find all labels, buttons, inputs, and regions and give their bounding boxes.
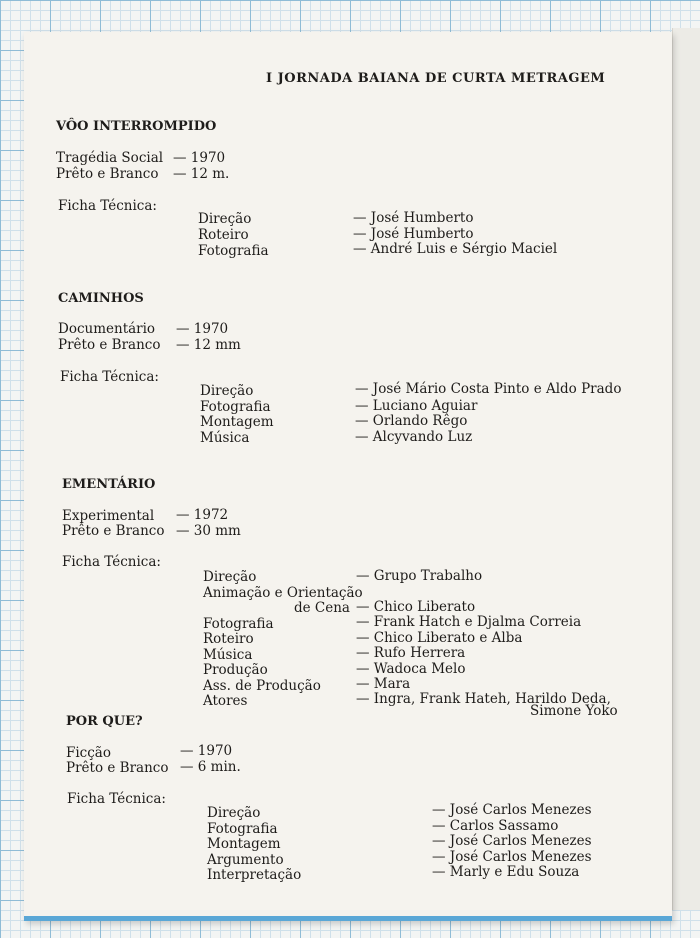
film-length: — 6 min. [180,759,241,775]
credit-name: — José Carlos Menezes [432,849,592,865]
film-title: CAMINHOS [58,291,144,306]
film-length: — 30 mm [176,523,241,539]
credit-role: Atores [203,693,248,709]
credit-name: — Luciano Aguiar [355,398,478,414]
credit-role: Animação e Orientação [203,585,363,601]
page-title: I JORNADA BAIANA DE CURTA METRAGEM [266,71,606,86]
film-title: POR QUE? [66,714,143,729]
credit-name: — Carlos Sassamo [432,818,559,834]
credit-role: Direção [198,211,252,227]
film-genre: Ficção [66,745,111,761]
credit-role: Direção [207,805,261,821]
credit-role: Fotografia [198,243,269,259]
credit-role: Interpretação [207,867,302,883]
ficha-label: Ficha Técnica: [67,791,166,807]
credit-role: Montagem [200,414,274,430]
film-genre: Documentário [58,321,156,337]
credit-role: Fotografia [200,399,271,415]
film-title: VÔO INTERROMPIDO [56,119,217,134]
film-year: — 1970 [176,321,229,337]
credit-name: — Wadoca Melo [356,661,466,677]
credit-name: Simone Yoko [530,703,618,719]
film-genre: Tragédia Social [56,150,164,166]
credit-name: — Orlando Rêgo [355,413,468,429]
credit-name: — Chico Liberato [356,599,476,615]
credit-role: Ass. de Produção [203,678,321,694]
credit-name: — Rufo Herrera [356,645,466,661]
film-year: — 1972 [176,507,229,523]
adjacent-page-edge [672,28,700,910]
credit-name: — Frank Hatch e Djalma Correia [356,614,582,630]
film-year: — 1970 [180,743,233,759]
credit-role: Roteiro [203,631,254,647]
film-title: EMENTÁRIO [62,477,156,492]
credit-role: Direção [200,383,254,399]
credit-name: — José Mário Costa Pinto e Aldo Prado [355,381,622,397]
credit-role: Direção [203,569,257,585]
credit-name: — Marly e Edu Souza [432,864,580,880]
credit-role: Roteiro [198,227,249,243]
credit-role: de Cena [294,600,350,616]
film-genre: Experimental [62,508,155,524]
ficha-label: Ficha Técnica: [62,554,161,570]
film-year: — 1970 [173,150,226,166]
credit-name: — Chico Liberato e Alba [356,630,523,646]
credit-name: — Grupo Trabalho [356,568,483,584]
credit-role: Montagem [207,836,281,852]
credit-name: — Alcyvando Luz [355,429,473,445]
credit-role: Fotografia [207,821,278,837]
credit-name: — José Carlos Menezes [432,833,592,849]
film-format: Prêto e Branco [66,760,169,776]
film-format: Prêto e Branco [58,337,161,353]
credit-name: — José Carlos Menezes [432,802,592,818]
film-length: — 12 m. [173,166,230,182]
film-format: Prêto e Branco [62,523,165,539]
credit-role: Fotografia [203,616,274,632]
ficha-label: Ficha Técnica: [60,369,159,385]
credit-name: — Ingra, Frank Hateh, Harildo Deda, [356,691,611,707]
credit-role: Música [200,430,250,446]
ficha-label: Ficha Técnica: [58,198,157,214]
credit-name: — Mara [356,676,411,692]
credit-role: Argumento [207,852,284,868]
credit-role: Produção [203,662,268,678]
film-length: — 12 mm [176,337,241,353]
credit-name: — José Humberto [353,226,474,242]
credit-role: Música [203,647,253,663]
credit-name: — José Humberto [353,210,474,226]
credit-name: — André Luis e Sérgio Maciel [353,241,558,257]
film-format: Prêto e Branco [56,166,159,182]
